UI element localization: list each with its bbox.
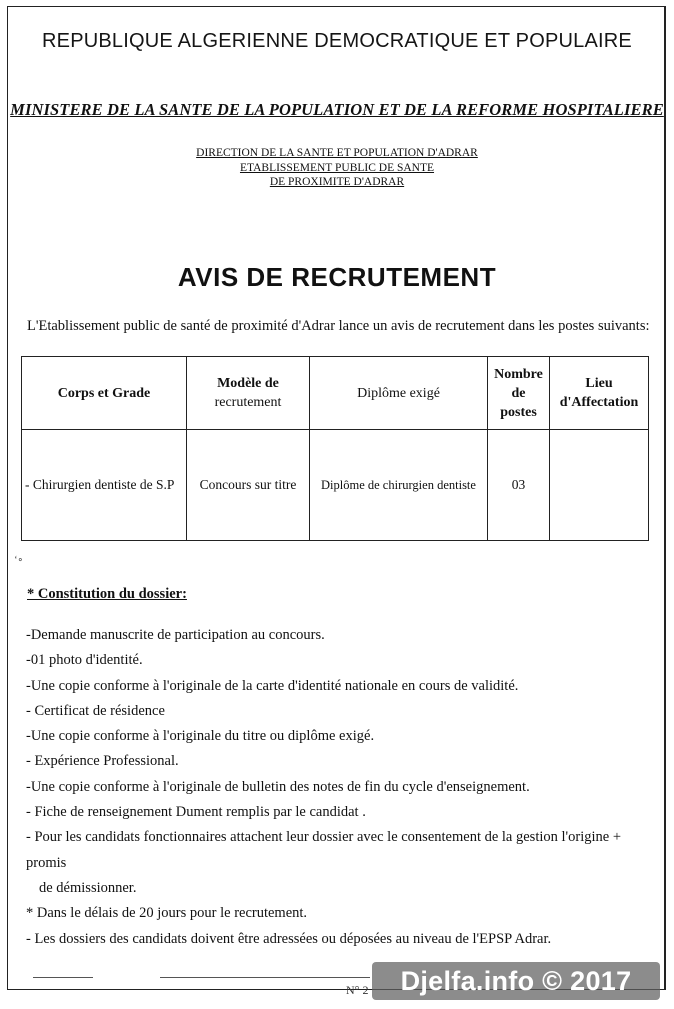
- list-item: -Une copie conforme à l'originale de la carte d'identité nationale en cours de validité.: [26, 677, 519, 694]
- header-diplome: Diplôme exigé: [310, 357, 488, 430]
- intro-paragraph: L'Etablissement public de santé de proximité d'Adrar lance un avis de recrutement dans les postes suivants:: [27, 318, 650, 334]
- list-item: -01 photo d'identité.: [26, 652, 143, 669]
- table-header-row: [22, 357, 649, 430]
- list-item: - Pour les candidats fonctionnaires attachent leur dossier avec le consentement de la gestion l'origine +: [26, 829, 622, 846]
- list-item: - Les dossiers des candidats doivent être adressées ou déposées au niveau de l'EPSP Adrar.: [26, 930, 552, 947]
- footer-rule: [160, 977, 370, 978]
- direction-line: DE PROXIMITE D'ADRAR: [269, 176, 405, 188]
- footer-rule: [33, 977, 93, 978]
- list-item: -Une copie conforme à l'originale de bulletin des notes de fin du cycle d'enseignement.: [26, 778, 530, 795]
- list-item: de démissionner.: [39, 879, 137, 896]
- cell-diplome: Diplôme de chirurgien dentiste: [310, 430, 488, 541]
- header-nombre-line: postes: [500, 404, 537, 420]
- watermark-badge: Djelfa.info © 2017: [372, 962, 660, 1000]
- header-lieu-line: d'Affectation: [559, 395, 639, 410]
- list-item: -Une copie conforme à l'originale du titre ou diplôme exigé.: [26, 728, 375, 745]
- page-title: AVIS DE RECRUTEMENT: [177, 262, 497, 292]
- direction-line: ETABLISSEMENT PUBLIC DE SANTE: [239, 161, 435, 174]
- list-item: * Dans le délais de 20 jours pour le recrutement.: [26, 905, 308, 922]
- direction-block: [0, 146, 674, 190]
- dossier-heading: * Constitution du dossier:: [27, 586, 187, 602]
- scan-mark: ‘∘: [14, 554, 24, 566]
- dossier-list: [26, 623, 641, 952]
- cell-lieu: [550, 430, 649, 541]
- posts-table: [21, 356, 649, 541]
- header-nombre: [488, 357, 550, 430]
- cell-modele: Concours sur titre: [187, 430, 310, 541]
- cell-corps: - Chirurgien dentiste de S.P: [22, 430, 187, 541]
- header-modele-line: Modèle de: [217, 376, 279, 391]
- header-lieu-line: Lieu: [585, 376, 613, 391]
- header-corps: Corps et Grade: [22, 357, 187, 430]
- direction-line: DIRECTION DE LA SANTE ET POPULATION D'ADRAR: [196, 147, 478, 159]
- list-item: - Certificat de résidence: [26, 702, 165, 719]
- republique-heading: REPUBLIQUE ALGERIENNE DEMOCRATIQUE ET POPULAIRE: [42, 30, 632, 52]
- list-item: promis: [26, 854, 67, 871]
- header-nombre-line: Nombre: [494, 366, 543, 382]
- header-modele-line: recrutement: [214, 395, 282, 410]
- header-lieu: [550, 357, 649, 430]
- list-item: - Expérience Professional.: [26, 753, 179, 770]
- header-modele: [187, 357, 310, 430]
- cell-nombre: 03: [488, 430, 550, 541]
- table-row: [22, 430, 649, 541]
- list-item: - Fiche de renseignement Dument remplis par le candidat .: [26, 804, 366, 821]
- ministere-heading: MINISTERE DE LA SANTE DE LA POPULATION ET DE LA REFORME HOSPITALIERE: [10, 100, 664, 119]
- footer-reference: N° 2: [346, 983, 369, 997]
- header-nombre-line: de: [511, 385, 526, 401]
- list-item: -Demande manuscrite de participation au concours.: [26, 627, 325, 643]
